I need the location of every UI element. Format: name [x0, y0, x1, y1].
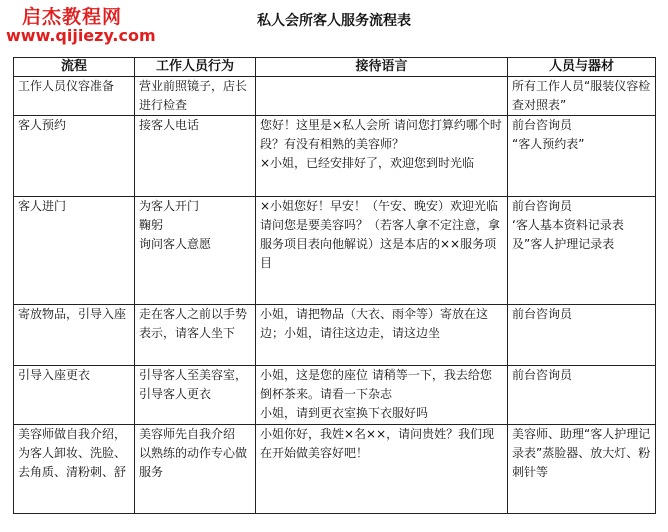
cell-staff-and-equipment: 前台咨询员: [508, 305, 656, 366]
cell-reception-language: 您好！这里是×私人会所 请问您打算约哪个时段？有没有相熟的美容师？ ×小姐，已经安排好了，欢迎您到时光临: [256, 116, 508, 197]
cell-staff-behavior: 引导客人至美容室，引导客人更衣: [135, 366, 256, 425]
watermark-site-name: 启杰教程网: [22, 6, 123, 28]
cell-process: 客人预约: [14, 116, 135, 197]
cell-staff-and-equipment: 美容师、助理“客人护理记录表”蒸脸器、放大灯、粉刺针等: [508, 425, 656, 514]
cell-staff-behavior: 美容师先自我介绍 以熟练的动作专心做服务: [135, 425, 256, 514]
cell-process: 引导入座更衣: [14, 366, 135, 425]
cell-staff-behavior: 接客人电话: [135, 116, 256, 197]
table-row: [14, 305, 656, 366]
cell-process: 寄放物品，引导入座: [14, 305, 135, 366]
cell-staff-and-equipment: 所有工作人员“服装仪容检查对照表”: [508, 77, 656, 116]
cell-reception-language: 小姐，请把物品（大衣、雨伞等）寄放在这边；小姐，请往这边走，请这边坐: [256, 305, 508, 366]
document-title: 私人会所客人服务流程表: [257, 13, 411, 29]
table-row: [14, 366, 656, 425]
cell-staff-and-equipment: 前台咨询员: [508, 366, 656, 425]
cell-staff-behavior: 为客人开门 鞠躬 询问客人意愿: [135, 197, 256, 305]
cell-process: 工作人员仪容准备: [14, 77, 135, 116]
cell-reception-language: 小姐，这是您的座位 请稍等一下，我去给您倒杯茶来。请看一下杂志 小姐，请到更衣室换下衣服好吗: [256, 366, 508, 425]
table-row: [14, 77, 656, 116]
header-staff-and-equipment: 人员与器材: [508, 58, 656, 77]
header-reception-language: 接待语言: [256, 58, 508, 77]
cell-process: 客人进门: [14, 197, 135, 305]
cell-reception-language: ×小姐您好！早安！（午安、晚安）欢迎光临 请问您是要美容吗？（若客人拿不定注意，拿服务项目表向他解说）这是本店的××服务项目: [256, 197, 508, 305]
service-flow-table: [13, 57, 656, 514]
cell-process: 美容师做自我介绍，为客人卸妆、洗脸、去角质、清粉刺、舒: [14, 425, 135, 514]
cell-staff-and-equipment: 前台咨询员 “客人预约表”: [508, 116, 656, 197]
cell-reception-language: [256, 77, 508, 116]
header-staff-behavior: 工作人员行为: [135, 58, 256, 77]
table-row: [14, 425, 656, 514]
header-process: 流程: [14, 58, 135, 77]
cell-reception-language: 小姐你好，我姓×名××，请问贵姓？我们现在开始做美容好吧！: [256, 425, 508, 514]
cell-staff-behavior: 走在客人之前以手势表示，请客人坐下: [135, 305, 256, 366]
cell-staff-behavior: 营业前照镜子，店长进行检查: [135, 77, 256, 116]
table-row: [14, 116, 656, 197]
table-row: [14, 197, 656, 305]
cell-staff-and-equipment: 前台咨询员 ‘客人基本资料记录表及”客人护理记录表: [508, 197, 656, 305]
watermark-site-url[interactable]: www.qijiezy.com: [6, 26, 156, 45]
table-header-row: [14, 58, 656, 77]
